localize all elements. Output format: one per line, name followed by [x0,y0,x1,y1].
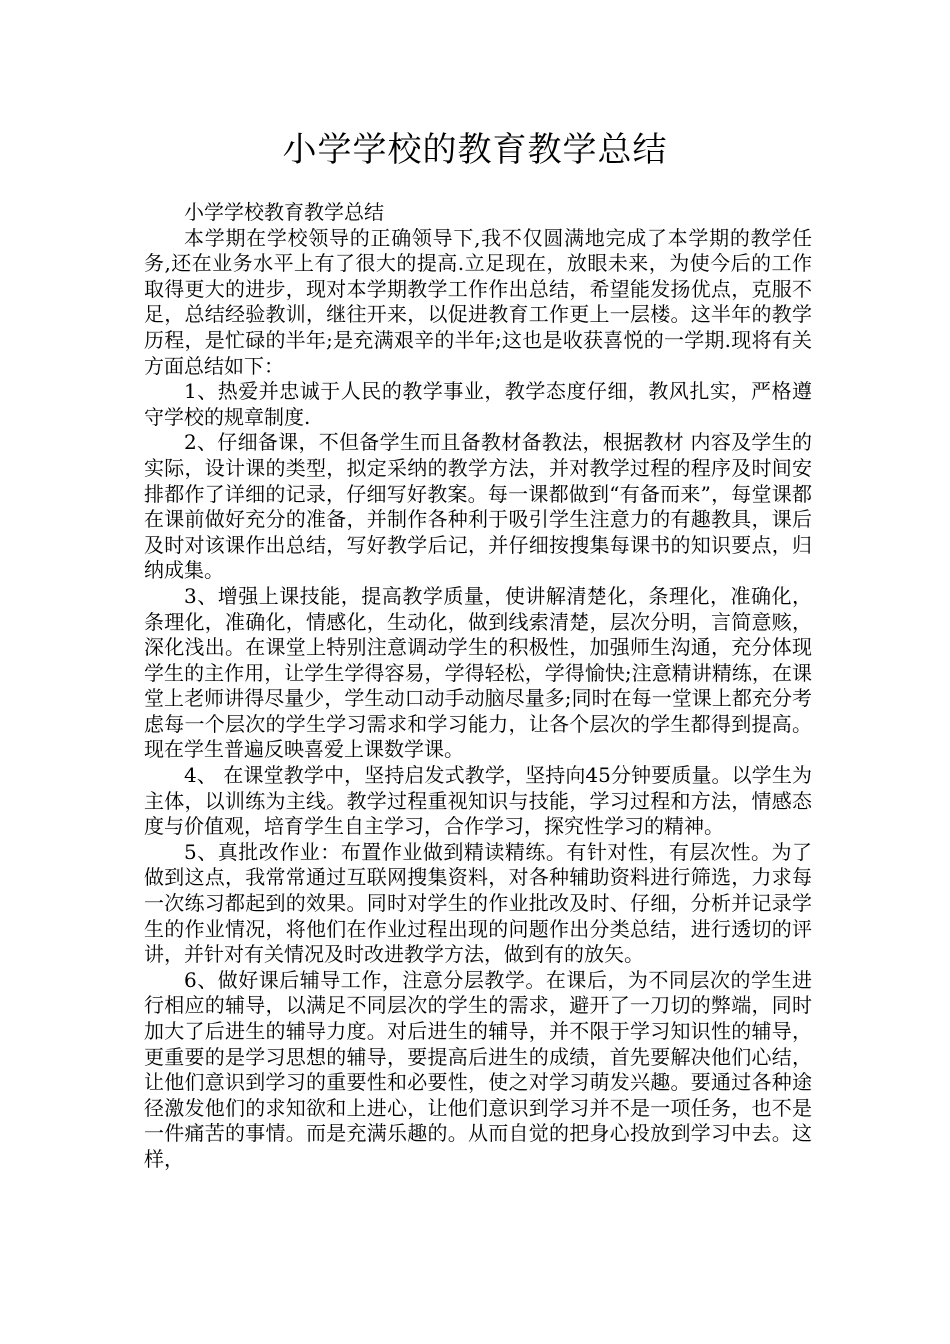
paragraph-item-6: 6、做好课后辅导工作，注意分层教学。在课后，为不同层次的学生进行相应的辅导，以满足不同层次的学生的需求，避开了一刀切的弊端，同时加大了后进生的辅导力度。对后进生的辅导，并不限于学习知识性的辅导，更重要的是学习思想的辅导，要提高后进生的成绩，首先要解决他们心结，让他们意识到学习的重要性和必要性，使之对学习萌发兴趣。要通过各种途径激发他们的求知欲和上进心，让他们意识到学习并不是一项任务，也不是一件痛苦的事情。而是充满乐趣的。从而自觉的把身心投放到学习中去。这样， [144,967,812,1171]
document-title: 小学学校的教育教学总结 [282,130,668,170]
document-body [144,200,812,1173]
paragraph-item-1: 1、热爱并忠诚于人民的教学事业，教学态度仔细，教风扎实，严格遵守学校的规章制度. [144,379,812,429]
paragraph-item-5: 5、真批改作业：布置作业做到精读精练。有针对性，有层次性。为了做到这点，我常常通过互联网搜集资料，对各种辅助资料进行筛选，力求每一次练习都起到的效果。同时对学生的作业批改及时、仔细，分析并记录学生的作业情况，将他们在作业过程出现的问题作出分类总结，进行透切的评讲，并针对有关情况及时改进教学方法，做到有的放矢。 [144,839,812,967]
paragraph-item-4: 4、 在课堂教学中，坚持启发式教学，坚持向45分钟要质量。以学生为主体，以训练为主线。教学过程重视知识与技能，学习过程和方法，情感态度与价值观，培育学生自主学习，合作学习，探究性学习的精神。 [144,763,812,839]
paragraph-item-3: 3、增强上课技能，提高教学质量，使讲解清楚化，条理化，准确化，条理化，准确化，情感化，生动化，做到线索清楚，层次分明，言简意赅，深化浅出。在课堂上特别注意调动学生的积极性，加强师生沟通，充分体现学生的主作用，让学生学得容易，学得轻松，学得愉快;注意精讲精练，在课堂上老师讲得尽量少，学生动口动手动脑尽量多;同时在每一堂课上都充分考虑每一个层次的学生学习需求和学习能力，让各个层次的学生都得到提高。现在学生普遍反映喜爱上课数学课。 [144,583,812,762]
paragraph-intro: 本学期在学校领导的正确领导下,我不仅圆满地完成了本学期的教学任务,还在业务水平上有了很大的提高.立足现在，放眼未来，为使今后的工作取得更大的进步，现对本学期教学工作作出总结，希望能发扬优点，克服不足，总结经验教训，继往开来，以促进教育工作更上一层楼。这半年的教学历程，是忙碌的半年;是充满艰辛的半年;这也是收获喜悦的一学期.现将有关方面总结如下： [144,225,812,378]
paragraph-subtitle: 小学学校教育教学总结 [184,200,384,224]
paragraph-item-2: 2、仔细备课，不但备学生而且备教材备教法，根据教材 内容及学生的实际，设计课的类型，拟定采纳的教学方法，并对教学过程的程序及时间安排都作了详细的记录，仔细写好教案。每一课都做到“有备而来”，每堂课都在课前做好充分的准备，并制作各种利于吸引学生注意力的有趣教具，课后及时对该课作出总结，写好教学后记，并仔细按搜集每课书的知识要点，归纳成集。 [144,430,812,583]
